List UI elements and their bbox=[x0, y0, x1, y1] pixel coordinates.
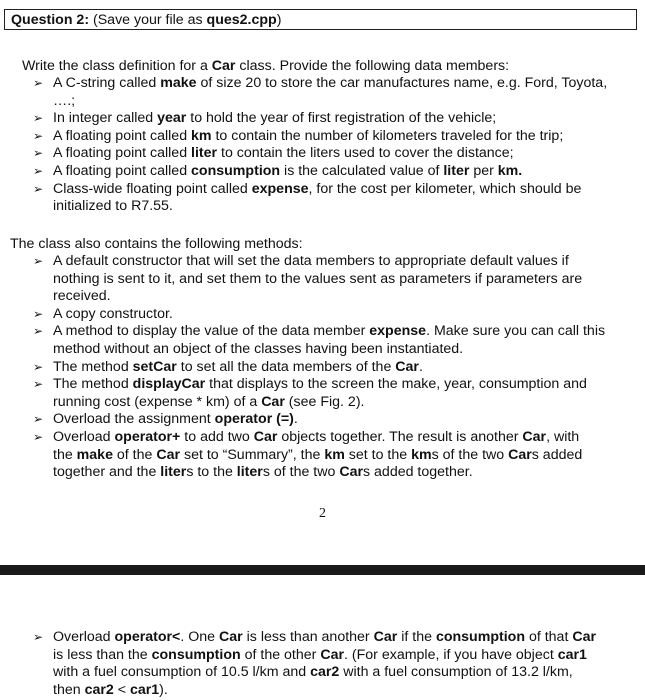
text-run: The method bbox=[53, 376, 133, 393]
bold-term: setCar bbox=[132, 358, 177, 375]
page-divider bbox=[0, 565, 645, 575]
page-number: 2 bbox=[319, 506, 326, 521]
text-run: A method to display the value of the data member bbox=[53, 323, 370, 340]
bold-term: consumption bbox=[435, 629, 525, 645]
question-header-box bbox=[4, 9, 637, 30]
bold-term: operator (=) bbox=[214, 411, 294, 428]
bold-term: Car bbox=[211, 58, 236, 74]
list-item bbox=[33, 411, 605, 429]
text-run: A default constructor that will set the data members to appropriate default values if bbox=[53, 253, 569, 269]
methods-list bbox=[33, 253, 605, 482]
bold-term: displayCar bbox=[132, 376, 206, 393]
list-item bbox=[33, 145, 607, 163]
bold-term: expense bbox=[251, 180, 309, 197]
bold-term: liter bbox=[160, 464, 187, 481]
bold-term: km bbox=[411, 446, 432, 463]
list-item bbox=[33, 163, 607, 181]
list-item bbox=[33, 323, 605, 358]
text-run: s of the two bbox=[262, 464, 340, 481]
text-run: of the bbox=[112, 446, 157, 463]
bold-term: liter bbox=[191, 145, 218, 162]
bold-term: Car bbox=[395, 358, 419, 375]
text-run: s to the bbox=[186, 464, 237, 481]
text-run: . bbox=[418, 358, 423, 375]
list-item bbox=[33, 629, 596, 699]
text-run: set to “Summary”, the bbox=[180, 446, 325, 463]
bold-term: Car bbox=[508, 446, 532, 463]
bold-term: car2 bbox=[310, 664, 340, 681]
bold-term: Car bbox=[219, 629, 243, 645]
text-run: , for the cost per kilometer, which should be bbox=[308, 180, 582, 197]
text-run: . Make sure you can call this bbox=[426, 323, 606, 340]
text-run: that displays to the screen the make, year, consumption and bbox=[205, 376, 587, 393]
bold-term: Car bbox=[156, 446, 181, 463]
text-run: to hold the year of first registration of the vehicle; bbox=[186, 110, 497, 127]
question-label: Question 2: bbox=[11, 12, 90, 28]
text-run: to set all the data members of the bbox=[176, 358, 396, 375]
bold-term: consumption bbox=[151, 646, 241, 663]
bold-term: Car bbox=[253, 428, 278, 445]
text-run: . bbox=[293, 411, 298, 428]
text-run: . (For example, if you have object bbox=[344, 646, 558, 663]
bold-term: liter bbox=[443, 162, 470, 179]
bold-term: operator< bbox=[114, 629, 181, 645]
list-item bbox=[33, 359, 605, 377]
bold-term: Car bbox=[339, 464, 363, 481]
bold-term: car1 bbox=[557, 646, 587, 663]
bold-term: consumption bbox=[191, 162, 281, 179]
text-run: s added bbox=[531, 446, 583, 463]
text-run: < bbox=[113, 681, 130, 698]
text-run: set to the bbox=[344, 446, 412, 463]
text-run: then bbox=[53, 681, 85, 698]
bold-term: Car bbox=[373, 629, 398, 645]
text-run: nothing is sent to it, and set them to the values sent as parameters if parameters are bbox=[53, 270, 583, 287]
text-run: The method bbox=[53, 358, 133, 375]
text-run: A floating point called bbox=[53, 127, 192, 144]
text-run: , with bbox=[546, 428, 580, 445]
intro-paragraph bbox=[22, 58, 509, 76]
text-run: is less than the bbox=[53, 646, 152, 663]
bold-term: km. bbox=[497, 162, 523, 179]
next-page-list bbox=[33, 629, 596, 699]
text-run: to contain the number of kilometers traveled for the trip; bbox=[211, 127, 564, 144]
bold-term: liter bbox=[236, 464, 263, 481]
bold-term: make bbox=[76, 446, 113, 463]
bold-term: Car bbox=[572, 629, 596, 645]
text-run: objects together. The result is another bbox=[277, 428, 523, 445]
text-run: A floating point called bbox=[53, 162, 192, 179]
text-run: class. Provide the following data members: bbox=[235, 58, 510, 74]
list-item bbox=[33, 429, 605, 482]
text-run: with a fuel consumption of 10.5 l/km and bbox=[53, 664, 311, 681]
text-run: if the bbox=[397, 629, 436, 645]
list-item bbox=[33, 128, 607, 146]
list-item bbox=[33, 306, 605, 324]
list-item bbox=[33, 75, 607, 110]
bold-term: expense bbox=[369, 323, 427, 340]
text-run: per bbox=[469, 162, 498, 179]
text-run: A floating point called bbox=[53, 145, 192, 162]
list-item bbox=[33, 376, 605, 411]
question-close-paren: ) bbox=[276, 12, 282, 28]
text-run: (see Fig. 2). bbox=[284, 393, 365, 410]
text-run: with a fuel consumption of 13.2 l/km, bbox=[339, 664, 573, 681]
text-run: together and the bbox=[53, 464, 161, 481]
bold-term: Car bbox=[522, 428, 547, 445]
text-run: to contain the liters used to cover the distance; bbox=[217, 145, 514, 162]
data-members-list bbox=[33, 75, 607, 216]
text-run: method without an object of the classes having been instantiated. bbox=[53, 340, 464, 357]
bold-term: year bbox=[157, 110, 187, 127]
text-run: Write the class definition for a bbox=[22, 58, 212, 74]
bold-term: make bbox=[160, 75, 197, 91]
bold-term: km bbox=[324, 446, 345, 463]
text-run: Overload bbox=[53, 629, 115, 645]
text-run: is the calculated value of bbox=[280, 162, 444, 179]
text-run: A C-string called bbox=[53, 75, 161, 91]
question-filename: ques2.cpp bbox=[206, 12, 277, 28]
text-run: Class-wide floating point called bbox=[53, 180, 252, 197]
text-run: to add two bbox=[180, 428, 254, 445]
text-run: of size 20 to store the car manufactures name, e.g. Ford, Toyota, bbox=[196, 75, 608, 91]
text-run: of that bbox=[525, 629, 573, 645]
text-run: . One bbox=[180, 629, 220, 645]
question-instruction: (Save your file as bbox=[89, 12, 207, 28]
text-run: Overload the assignment bbox=[53, 411, 215, 428]
text-run: the bbox=[53, 446, 77, 463]
text-run: Overload bbox=[53, 428, 115, 445]
list-item bbox=[33, 253, 605, 306]
bold-term: operator+ bbox=[114, 428, 181, 445]
text-run: A copy constructor. bbox=[53, 305, 173, 322]
text-run: running cost (expense * km) of a bbox=[53, 393, 262, 410]
bold-term: car1 bbox=[129, 681, 160, 698]
list-item bbox=[33, 181, 607, 216]
text-run: of the other bbox=[240, 646, 321, 663]
text-run: received. bbox=[53, 288, 111, 305]
text-run: In integer called bbox=[53, 110, 158, 127]
text-run: s of the two bbox=[431, 446, 509, 463]
text-run: ….; bbox=[53, 92, 76, 109]
bold-term: Car bbox=[320, 646, 344, 663]
text-run: is less than another bbox=[242, 629, 374, 645]
bold-term: km bbox=[191, 127, 212, 144]
text-run: ). bbox=[159, 681, 168, 698]
list-item bbox=[33, 110, 607, 128]
text-run: initialized to R7.55. bbox=[53, 198, 173, 215]
bold-term: Car bbox=[261, 393, 285, 410]
methods-intro: The class also contains the following methods: bbox=[10, 236, 303, 252]
text-run: s added together. bbox=[363, 464, 473, 481]
bold-term: car2 bbox=[84, 681, 114, 698]
